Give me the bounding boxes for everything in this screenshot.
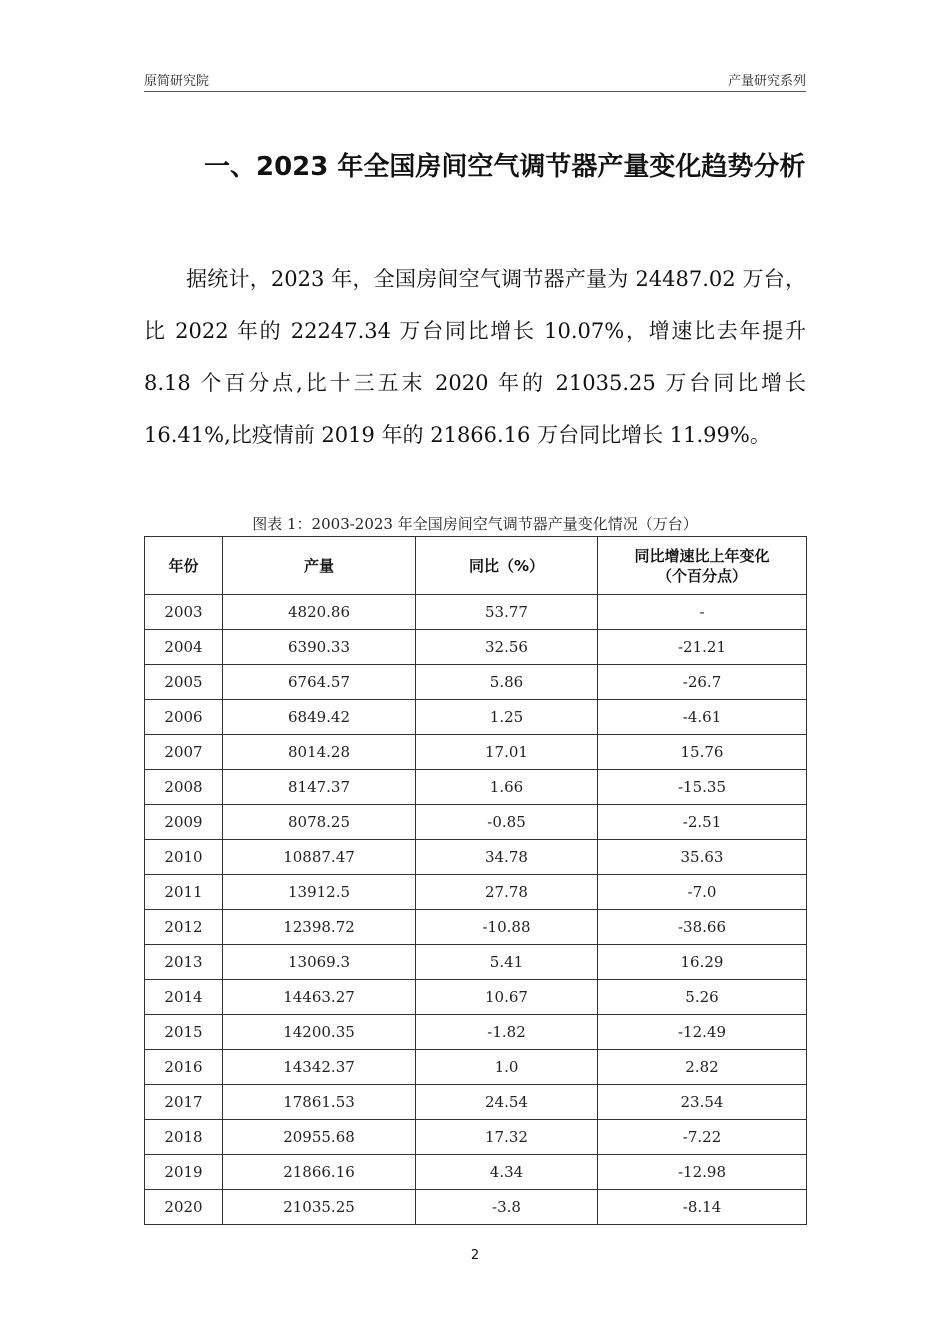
table-row <box>145 945 807 980</box>
cell-yoy-change: -7.0 <box>598 875 807 910</box>
cell-year: 2012 <box>145 910 223 945</box>
cell-yoy-change: 23.54 <box>598 1085 807 1120</box>
cell-yoy-change: -2.51 <box>598 805 807 840</box>
table-row <box>145 980 807 1015</box>
cell-year: 2011 <box>145 875 223 910</box>
cell-yoy: 5.41 <box>416 945 598 980</box>
cell-year: 2019 <box>145 1155 223 1190</box>
cell-yoy: -10.88 <box>416 910 598 945</box>
cell-yoy-change: -4.61 <box>598 700 807 735</box>
cell-yoy-change: 2.82 <box>598 1050 807 1085</box>
cell-yoy-change: 5.26 <box>598 980 807 1015</box>
table-row <box>145 700 807 735</box>
table-caption: 图表 1：2003-2023 年全国房间空气调节器产量变化情况（万台） <box>252 515 698 533</box>
table-row <box>145 1015 807 1050</box>
cell-year: 2010 <box>145 840 223 875</box>
cell-yoy-change: -21.21 <box>598 630 807 665</box>
table-row <box>145 1120 807 1155</box>
cell-year: 2018 <box>145 1120 223 1155</box>
cell-year: 2003 <box>145 595 223 630</box>
cell-yoy: 5.86 <box>416 665 598 700</box>
cell-year: 2005 <box>145 665 223 700</box>
cell-year: 2016 <box>145 1050 223 1085</box>
cell-output: 6764.57 <box>223 665 416 700</box>
cell-yoy: -0.85 <box>416 805 598 840</box>
cell-yoy: 34.78 <box>416 840 598 875</box>
cell-yoy: 32.56 <box>416 630 598 665</box>
cell-yoy: 1.0 <box>416 1050 598 1085</box>
cell-yoy: 10.67 <box>416 980 598 1015</box>
cell-year: 2009 <box>145 805 223 840</box>
body-paragraph: 据统计，2023 年，全国房间空气调节器产量为 24487.02 万台，比 2022 年的 22247.34 万台同比增长 10.07%，增速比去年提升 8.18 个百分点,比十三五末 2020 年的 21035.25 万台同比增长 16.41%,比疫情前 2019 年的 21866.16 万台同比增长 11.99%。 <box>144 267 806 447</box>
col-header-yoy-change: 同比增速比上年变化 （个百分点） <box>598 537 807 595</box>
cell-yoy-change: -12.49 <box>598 1015 807 1050</box>
header-org-name: 原简研究院 <box>144 74 210 89</box>
cell-yoy: 17.01 <box>416 735 598 770</box>
cell-yoy: 1.66 <box>416 770 598 805</box>
cell-year: 2020 <box>145 1190 223 1225</box>
table-row <box>145 875 807 910</box>
cell-output: 20955.68 <box>223 1120 416 1155</box>
cell-yoy-change: - <box>598 595 807 630</box>
cell-year: 2004 <box>145 630 223 665</box>
table-row <box>145 840 807 875</box>
col-header-output: 产量 <box>223 537 416 595</box>
table-row <box>145 595 807 630</box>
cell-year: 2017 <box>145 1085 223 1120</box>
cell-year: 2007 <box>145 735 223 770</box>
cell-yoy: 53.77 <box>416 595 598 630</box>
cell-output: 8147.37 <box>223 770 416 805</box>
cell-output: 21035.25 <box>223 1190 416 1225</box>
cell-output: 13069.3 <box>223 945 416 980</box>
cell-year: 2006 <box>145 700 223 735</box>
cell-year: 2013 <box>145 945 223 980</box>
table-row <box>145 770 807 805</box>
cell-output: 8078.25 <box>223 805 416 840</box>
cell-output: 12398.72 <box>223 910 416 945</box>
cell-year: 2015 <box>145 1015 223 1050</box>
cell-output: 14342.37 <box>223 1050 416 1085</box>
cell-output: 6390.33 <box>223 630 416 665</box>
cell-yoy-change: -26.7 <box>598 665 807 700</box>
col-header-yoy: 同比（%） <box>416 537 598 595</box>
cell-yoy-change: -8.14 <box>598 1190 807 1225</box>
table-row <box>145 910 807 945</box>
table-row <box>145 1155 807 1190</box>
table-row <box>145 630 807 665</box>
cell-yoy: 4.34 <box>416 1155 598 1190</box>
table-row <box>145 1085 807 1120</box>
cell-yoy-change: -15.35 <box>598 770 807 805</box>
table-row <box>145 665 807 700</box>
cell-yoy-change: 35.63 <box>598 840 807 875</box>
cell-year: 2008 <box>145 770 223 805</box>
cell-yoy-change: -12.98 <box>598 1155 807 1190</box>
cell-output: 14200.35 <box>223 1015 416 1050</box>
cell-output: 13912.5 <box>223 875 416 910</box>
table-header-row <box>145 537 807 595</box>
cell-yoy-change: -7.22 <box>598 1120 807 1155</box>
cell-output: 6849.42 <box>223 700 416 735</box>
cell-year: 2014 <box>145 980 223 1015</box>
cell-yoy-change: 16.29 <box>598 945 807 980</box>
production-table <box>144 536 807 1225</box>
cell-yoy-change: 15.76 <box>598 735 807 770</box>
cell-output: 21866.16 <box>223 1155 416 1190</box>
cell-output: 8014.28 <box>223 735 416 770</box>
cell-yoy: -1.82 <box>416 1015 598 1050</box>
header-divider <box>144 91 806 92</box>
header-series-name: 产量研究系列 <box>727 74 806 89</box>
page-number: 2 <box>470 1248 480 1263</box>
cell-output: 14463.27 <box>223 980 416 1015</box>
col-header-year: 年份 <box>145 537 223 595</box>
cell-yoy: 17.32 <box>416 1120 598 1155</box>
cell-output: 4820.86 <box>223 595 416 630</box>
cell-yoy: 1.25 <box>416 700 598 735</box>
table-row <box>145 735 807 770</box>
cell-yoy-change: -38.66 <box>598 910 807 945</box>
cell-yoy: -3.8 <box>416 1190 598 1225</box>
table-row <box>145 1190 807 1225</box>
section-title: 一、2023 年全国房间空气调节器产量变化趋势分析 <box>204 152 806 182</box>
table-row <box>145 1050 807 1085</box>
table-row <box>145 805 807 840</box>
cell-yoy: 24.54 <box>416 1085 598 1120</box>
cell-yoy: 27.78 <box>416 875 598 910</box>
cell-output: 17861.53 <box>223 1085 416 1120</box>
cell-output: 10887.47 <box>223 840 416 875</box>
